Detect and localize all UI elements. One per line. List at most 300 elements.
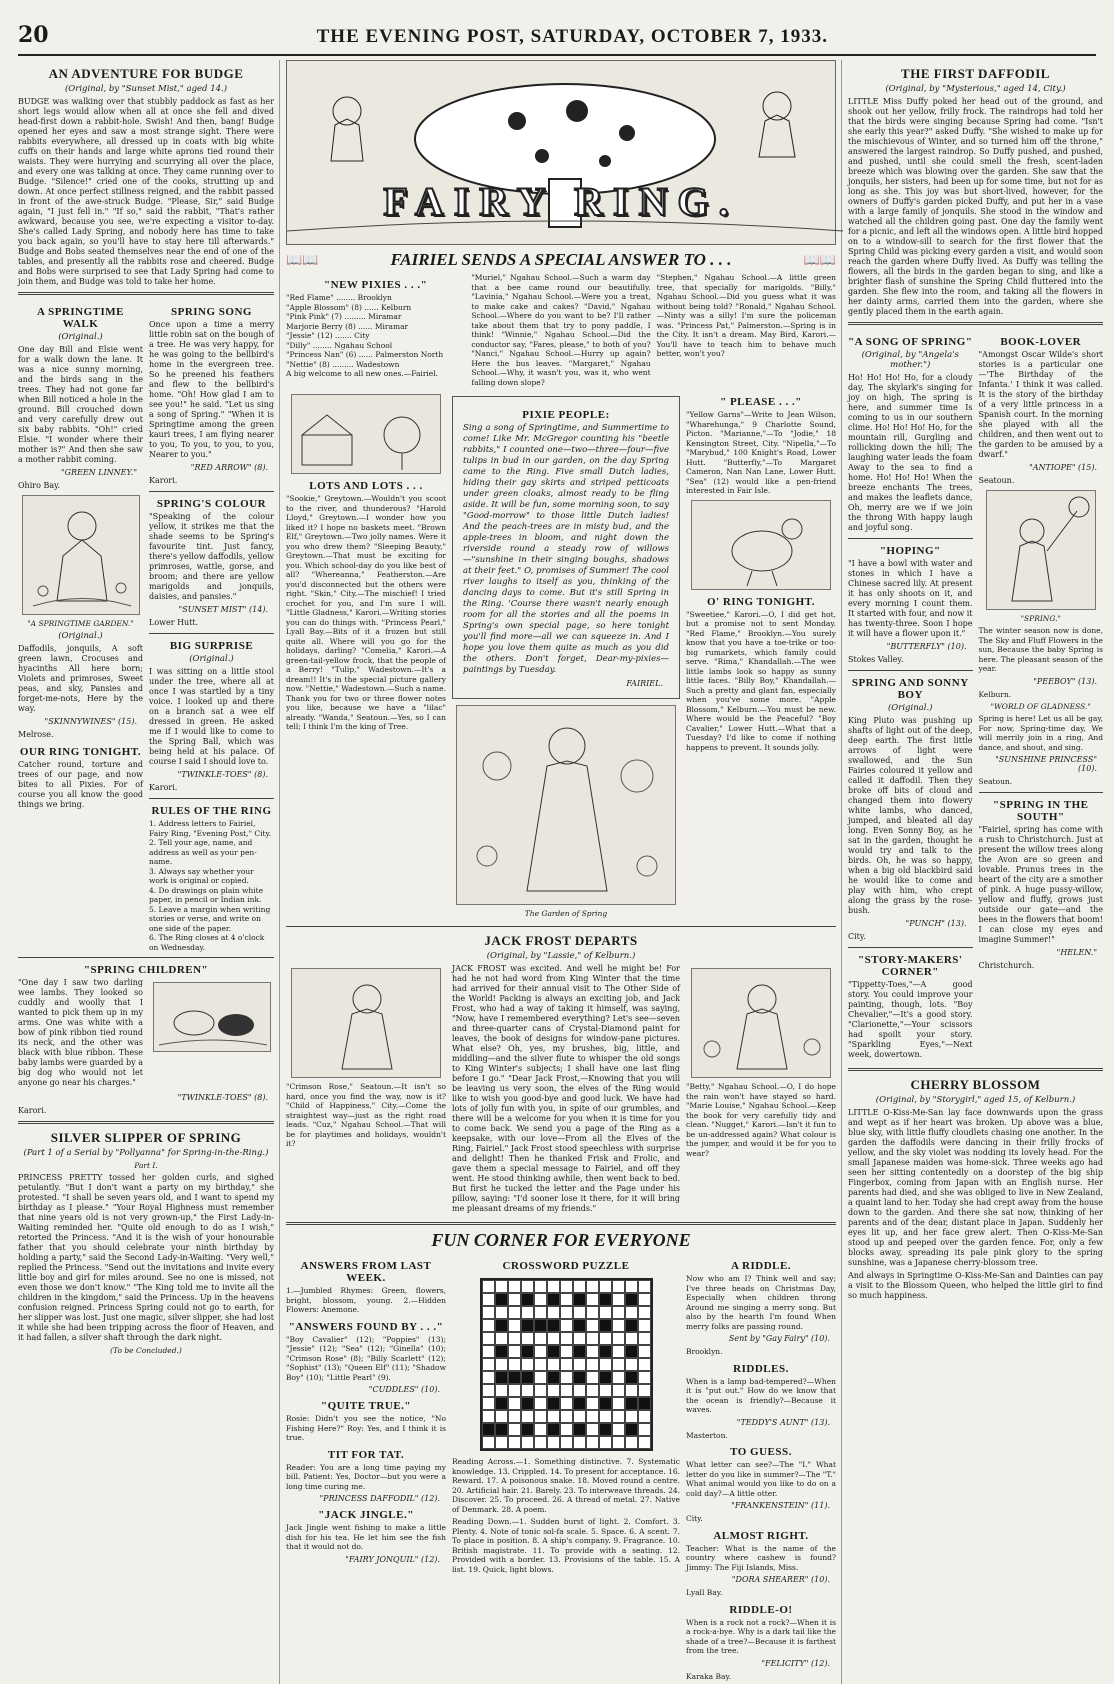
riddle3-signature: "FRANKENSTEIN" (11).: [731, 1501, 830, 1510]
sonny-signature: "PUNCH" (13).: [905, 919, 967, 928]
crossword-cell: [599, 1280, 612, 1293]
crossword-cell: [495, 1384, 508, 1397]
crossword-cell: [534, 1306, 547, 1319]
girl-drawing-icon: [22, 495, 140, 615]
crossword-cell: [638, 1319, 651, 1332]
crossword-cell: [612, 1410, 625, 1423]
crossword-cell: [625, 1397, 638, 1410]
crossword-cell: [495, 1293, 508, 1306]
crossword-cell: [612, 1423, 625, 1436]
crossword-cell: [612, 1397, 625, 1410]
crossword-cell: [625, 1371, 638, 1384]
storymakers-text: "Tippetty-Toes,"—A good story. You could improve your painting, though, lots. "Boy Chevalier,"—It's a good story. "Clarionette,"—Your scissors had spoilt your story. "Sparkling Eyes,"—Next week, dowertown.: [848, 980, 973, 1059]
crossword-cell: [495, 1371, 508, 1384]
crossword-cell: [547, 1371, 560, 1384]
spring-children-signature: "TWINKLE-TOES" (8).: [177, 1093, 268, 1102]
daffodil-signature: "PRINCESS DAFFODIL" (12).: [319, 1494, 440, 1503]
rule-item: 6. The Ring closes at 4 o'clock on Wednesday.: [149, 933, 265, 952]
page-number: 20: [18, 22, 49, 48]
daffodil-title: THE FIRST DAFFODIL: [901, 66, 1050, 81]
jack-jingle-text: Jack Jingle went fishing to make a little dish for his tea. He let him see the fish that it would not do.: [286, 1523, 446, 1551]
jack-frost-byline: (Original, by "Lassie," of Kelburn.): [486, 951, 636, 961]
crossword-cell: [521, 1423, 534, 1436]
hoping-signature: "BUTTERFLY" (10).: [886, 642, 967, 651]
crossword-cell: [586, 1319, 599, 1332]
hoping-place: Stokes Valley.: [848, 655, 904, 664]
answers-col3: "Stephen," Ngahau School.—A little green tree, that specially for marigolds. "Billy," Ngahau School.—Did you guess what it was without being told? "Ronald," Ngahau School.—Ninty was a silly! I'm sure the policeman was. "Princess Pat," Palmerston.—Spring is in the City. It isn't a dream. May Bird, Karori.—You'll have to teach him to behave much better, won't you?: [656, 273, 836, 358]
crossword-cell: [521, 1345, 534, 1358]
crossword-cell: [560, 1358, 573, 1371]
riddle3-title: TO GUESS.: [730, 1446, 792, 1458]
south-place: Christchurch.: [978, 960, 1035, 970]
south-text: "Fairiel, spring has come with a rush to Christchurch. Just at present the willow trees along the Avon are so green and lovable. Prunus trees in the heart of the city are a smother of pink. A huge pussy-willow, yellow and fluffy, grows just outside our gate—and the bees in the flowers that boom! I can close my eyes and imagine Summer!": [978, 824, 1103, 944]
crossword-cell: [482, 1293, 495, 1306]
lots-text: "Sookie," Greytown.—Wouldn't you scoot to the river, and thunderous? "Harold Lloyd," Greytown.—I wonder how you liked it? I hope no baskets meet. "Brown Elf," Greytown.—Two jolly names. Were it you who drew them? "Sleeping Beauty," Greytown.—That must be exciting for you. Which school-day do you like best of all? "Whereanna," Featherston.—Are you'd disconnected but the others were right. "Skin," City.—The mischief! I tried crochet for you, and I'm sure I will. "Little Gladness," Karori.—Writing stories you can do things with. "Princess Pearl," Lyall Bay.—Bits of it a frozen but still quite all. Where will you go for the holidays, darling? "Comelia," Karori.—A green-tail-yellow frock, that the people of a Berry! "Tulip," Wadestown.—It's a dream!! It's in the special picture gallery now. "Nettie," Wadestown.—Such a name. Thank you for two or three flower notes you like, because we have a "lilac" already. "Wanda," Seatoun.—Yes, so I can tell; I think I'm the king of Tree.: [286, 494, 446, 731]
lots-title: LOTS AND LOTS . . .: [309, 480, 423, 492]
crossword-cell: [508, 1345, 521, 1358]
fairy-jonquil-signature: "FAIRY JONQUIL" (12).: [345, 1554, 440, 1564]
crossword-cell: [534, 1293, 547, 1306]
pixie-people-box: [452, 396, 680, 699]
center-column: [286, 60, 842, 1684]
song-title: "A SONG OF SPRING": [848, 336, 973, 348]
crossword-cell: [625, 1436, 638, 1449]
walk-place: Ohiro Bay.: [18, 481, 61, 490]
south-title: "SPRING IN THE SOUTH": [993, 798, 1089, 823]
crossword-cell: [560, 1293, 573, 1306]
riddle2-place: Masterton.: [686, 1430, 728, 1440]
rules-title: RULES OF THE RING: [151, 805, 272, 817]
crossword-cell: [547, 1410, 560, 1423]
spring-children-title: "SPRING CHILDREN": [83, 964, 209, 976]
crossword-cell: [508, 1293, 521, 1306]
crossword-cell: [560, 1410, 573, 1423]
crossword-down: Reading Down.—1. Sudden burst of light. 2. Comfort. 3. Plenty. 4. Note of tonic sol-fa scale. 5. Space. 6. A scent. 7. To place in position. 8. A ship's company. 9. Fragrance. 10. British magistrate. 11. To provide with a seating. 12. Provided with a border. 13. Provisions of the table. 15. A list. 19. Quick, light blows.: [452, 1517, 680, 1574]
riddle2-signature: "TEDDY'S AUNT" (13).: [736, 1417, 830, 1427]
crossword-cell: [495, 1332, 508, 1345]
crossword-cell: [560, 1371, 573, 1384]
riddle2-title: RIDDLES.: [733, 1362, 789, 1375]
crossword-cell: [625, 1345, 638, 1358]
answers-col2: "Muriel," Ngahau School.—Such a warm day that a bee came round our beautifully. "Lavinia," Ngahau School.—Were you a treat, to make cake and cakes? "David," Ngahau School.—Where do you want to be? I'll rather take about them that try to pony paddle, I think! "Winnie," Ngahau School.—Did the conductor say, "Fares, please," to both of you? "Nanci," Ngahau School.—Hurry up again? Here the bus leaves. "Margaret," Ngahau School.—Why, it wasn't you, was it, who went falling down slope?: [471, 273, 651, 387]
lambs-drawing-icon: [153, 982, 271, 1052]
crossword-cell: [495, 1319, 508, 1332]
crossword-cell: [573, 1293, 586, 1306]
crossword-cell: [508, 1423, 521, 1436]
crossword-cell: [573, 1280, 586, 1293]
crossword-cell: [547, 1423, 560, 1436]
poem-caption: "SPRING.": [1020, 614, 1061, 623]
crossword-cell: [521, 1384, 534, 1397]
girl-with-net-drawing-icon: [986, 490, 1096, 610]
new-pixies-list: [286, 293, 465, 369]
spring-song-place: Karori.: [149, 476, 178, 485]
right-column: [848, 60, 1108, 1684]
quite-true-text: Rosie: Didn't you see the notice, "No Fishing Here?" Roy: Yes, and I think it is true.: [286, 1414, 446, 1442]
pixie-title: PIXIE PEOPLE:: [522, 409, 610, 421]
colour-signature: "SUNSET MIST" (14).: [178, 605, 268, 614]
crossword-cell: [508, 1319, 521, 1332]
crossword-cell: [625, 1423, 638, 1436]
crossword-cell: [599, 1345, 612, 1358]
poem-signature: "PEEBOY" (13).: [1033, 676, 1097, 686]
crowing-lesson-drawing-icon: [691, 500, 831, 590]
daffodil-text: LITTLE Miss Duffy poked her head out of the ground, and shook out her yellow, frilly frock. The raindrops had told her that the birds were singing because Spring had come. "Isn't she early this year?" asked Duffy. "She wished to make up for the mischievous of Winter, and so turned him off the throne," answered the largest raindrop. So Duffy pushed, and pushed, and pushed, until she could smell the fresh, scent-laden breeze which was blowing over the garden. She saw that the jonquils, her sisters, had been up for some time, but not for as long as she. This joy was but short-lived, however, for the owners of Duffy's garden picked Duffy, and put her in a vase with a large family of jonquils. She stood in the window and watched all the children going past. One day the family went for a picnic, and left all the windows open. A little bird hopped on to a window-sill to search for the first flower that the Spring Child was picking every garden a visit, and would soon reach the garden where Duffy lived. As Duffy was telling the flowers, all the birds in the garden began to sing, and like a brighter flash of sunshine the Spring Child fluttered into the garden. She flew into the room, and taking all the flowers in her dainty arms, carried them into the garden, where she gently placed them in the earth again.: [848, 97, 1103, 316]
garden-sketch-icon: [291, 394, 441, 474]
crossword-cell: [495, 1358, 508, 1371]
booklover-place: Seatoun.: [978, 476, 1015, 485]
crossword-cell: [508, 1306, 521, 1319]
welcome-note: A big welcome to all new ones.—Fairiel.: [286, 369, 439, 378]
colour-title: SPRING'S COLOUR: [156, 498, 267, 510]
crossword-cell: [534, 1371, 547, 1384]
riddle3-text: What letter can see?—The "I." What letter do you like in summer?—The "T." What animal would you like to do on a cold day?—A little otter.: [686, 1460, 836, 1498]
riddle3-place: City.: [686, 1514, 703, 1523]
crossword-cell: [612, 1306, 625, 1319]
crossword-cell: [482, 1397, 495, 1410]
crossword-cell: [482, 1410, 495, 1423]
crossword-cell: [599, 1306, 612, 1319]
crossword-cell: [625, 1293, 638, 1306]
riddle1-place: Brooklyn.: [686, 1347, 723, 1356]
crossword-cell: [521, 1410, 534, 1423]
crossword-cell: [625, 1384, 638, 1397]
crossword-cell: [586, 1423, 599, 1436]
crossword-cell: [638, 1293, 651, 1306]
gladness-place: Seatoun.: [978, 777, 1013, 786]
garden-signature: "SKINNYWINES" (15).: [44, 717, 137, 726]
crossword-cell: [586, 1358, 599, 1371]
crossword-cell: [560, 1306, 573, 1319]
walk-text: One day Bill and Elsie went for a walk down the lane. It was a nice sunny morning, and the birds sang in the trees. They had not gone far when Bill noticed a hole in the ground. Bill crouched down and very carefully drew out six baby rabbits. "Oh!" cried Elsie. "I wonder where their mother is?" And then she saw a mother rabbit coming.: [18, 345, 143, 464]
slipper-part: Part I.: [134, 1161, 158, 1170]
crossword-cell: [521, 1371, 534, 1384]
crossword-cell: [599, 1384, 612, 1397]
crossword-cell: [482, 1384, 495, 1397]
crossword-cell: [547, 1384, 560, 1397]
surprise-byline: (Original.): [189, 654, 234, 664]
crossword-cell: [625, 1358, 638, 1371]
walk-byline: (Original.): [58, 332, 103, 342]
list-item: "Dilly" ........ Ngahau School: [286, 340, 393, 350]
crossword-cell: [599, 1410, 612, 1423]
riddle5-title: RIDDLE-O!: [729, 1603, 793, 1616]
riddle4-title: ALMOST RIGHT.: [713, 1529, 809, 1542]
crossword-cell: [573, 1306, 586, 1319]
pixie-signature: FAIRIEL.: [626, 679, 663, 688]
crossword-cell: [521, 1306, 534, 1319]
crossword-cell: [573, 1384, 586, 1397]
riddle4-place: Lyall Bay.: [686, 1588, 723, 1597]
crossword-cell: [599, 1371, 612, 1384]
crossword-cell: [612, 1293, 625, 1306]
crossword-cell: [508, 1436, 521, 1449]
crossword-cell: [638, 1371, 651, 1384]
crossword-cell: [625, 1280, 638, 1293]
booklover-title: BOOK-LOVER: [1000, 336, 1082, 348]
crossword-cell: [521, 1319, 534, 1332]
crossword-cell: [482, 1358, 495, 1371]
crossword-cell: [560, 1332, 573, 1345]
please-title: " PLEASE . . .": [720, 396, 802, 408]
crossword-cell: [612, 1436, 625, 1449]
crossword-cell: [573, 1332, 586, 1345]
pixie-sketch-icon: [291, 968, 441, 1078]
crossword-cell: [612, 1384, 625, 1397]
colour-place: Lower Hutt.: [149, 618, 199, 627]
crossword-cell: [573, 1410, 586, 1423]
crossword-cell: [573, 1358, 586, 1371]
answers-text: 1.—Jumbled Rhymes: Green, flowers, bright, blossom, young. 2.—Hidden Flowers: Anemone.: [286, 1286, 446, 1314]
crossword-cell: [495, 1306, 508, 1319]
slipper-byline: (Part 1 of a Serial by "Pollyanna" for Spring-in-the-Ring.): [23, 1148, 269, 1158]
crossword-cell: [638, 1358, 651, 1371]
poem-text: The winter season now is done, The Sky and Fluff Flowers in the sun, Because the baby Spring is here. The pleasant season of the year.: [978, 626, 1103, 673]
crossword-cell: [508, 1280, 521, 1293]
surprise-signature: "TWINKLE-TOES" (8).: [177, 770, 268, 779]
sonny-place: City.: [848, 932, 866, 941]
crossword-cell: [573, 1436, 586, 1449]
cherry-text: LITTLE O-Kiss-Me-San lay face downwards upon the grass and wept as if her heart was broken. Up above was a blue, blue sky, with little fluffy cloudlets chasing one another. In the garden the daffodils were dancing in their frilly frocks of yellow, and the sky violet was nodding its lovely head. For the small Japanese maiden was home-sick. Three weeks ago had seen her sitting contentedly on a doorstep of the big ship Fingerbox, coming from Japan with an English nurse. Her parents had died, and she was obliged to live in New Zealand, a quaint land to her. Today she had crept away from the house down to the garden. And there she sat now, thinking of her parents and of the dear, distant place in Japan. Suddenly her eyes lit up, and her face grew alert. Then O-Kiss-Me-San stood up and peeped over the garden fence. For, only a few blocks away, spreading its pale pink glory to the spring sunshine, was a Japanese cherry-blossom tree.: [848, 1108, 1103, 1267]
crossword-cell: [599, 1332, 612, 1345]
riddle4-signature: "DORA SHEARER" (10).: [731, 1575, 830, 1584]
riddle5-signature: "FELICITY" (12).: [761, 1658, 830, 1668]
sonny-byline: (Original.): [887, 703, 933, 713]
spring-song-signature: "RED ARROW" (8).: [190, 463, 268, 472]
crossword-cell: [612, 1358, 625, 1371]
crossword-cell: [534, 1384, 547, 1397]
song-byline: (Original, by "Angela's mother."): [861, 350, 959, 370]
fun-corner-title: FUN CORNER FOR EVERYONE: [431, 1230, 691, 1250]
crossword-cell: [521, 1358, 534, 1371]
crossword-cell: [599, 1397, 612, 1410]
crossword-cell: [625, 1410, 638, 1423]
crossword-cell: [547, 1280, 560, 1293]
book-icon: 📖📖: [803, 252, 836, 267]
crossword-cell: [625, 1319, 638, 1332]
crossword-cell: [495, 1423, 508, 1436]
crossword-cell: [508, 1358, 521, 1371]
crossword-cell: [612, 1319, 625, 1332]
crossword-cell: [482, 1280, 495, 1293]
crossword-cell: [586, 1436, 599, 1449]
crossword-cell: [560, 1436, 573, 1449]
crossword-cell: [638, 1332, 651, 1345]
tit-for-tat-title: TIT FOR TAT.: [327, 1448, 405, 1461]
crossword-grid: [480, 1278, 653, 1451]
crossword-cell: [508, 1410, 521, 1423]
crossword-cell: [573, 1397, 586, 1410]
crossword-title: CROSSWORD PUZZLE: [502, 1260, 630, 1272]
rule-item: 3. Always say whether your work is original or copied.: [149, 866, 254, 885]
colour-text: "Speaking of the colour yellow, it strikes me that the shade seems to be Spring's favourite tint. Just fancy, there's yellow daffodils, yellow primroses, wattle, gorse, and broom; and there are yellow marigolds and jonquils, daisies, and pansies.": [149, 512, 274, 601]
daffodil-byline: (Original, by "Mysterious," aged 14, City.): [885, 84, 1066, 94]
crossword-cell: [599, 1436, 612, 1449]
list-item: "Princess Nan" (6) ...... Palmerston North: [286, 350, 444, 359]
crossword-cell: [599, 1423, 612, 1436]
crossword-cell: [586, 1280, 599, 1293]
surprise-title: BIG SURPRISE: [169, 640, 254, 652]
riddle1-signature: Sent by "Gay Fairy" (10).: [728, 1334, 830, 1343]
riddle1-text: Now who am I? Think well and say; I've three heads on Christmas Day, Especially when children throng Around me singing a merry song. But also by the hearth I'm found When merry folks are passing round.: [686, 1274, 836, 1331]
crossword-cell: [547, 1332, 560, 1345]
crossword-across: Reading Across.—1. Something distinctive. 7. Systematic knowledge. 13. Crippled. 14. To present for acceptance. 16. Reward. 17. A poisonous snake. 18. Moved round a centre. 20. Artificial hair. 21. Barely. 23. To interweave threads. 24. Discover. 25. To proceed. 26. A thread of metal. 27. Native of Denmark. 28. A poem.: [452, 1457, 680, 1514]
garden-col3-text: "Betty," Ngahau School.—O, I do hope the rain won't have stayed so hard. "Marie Louise," Ngahau School.—Keep the book for very carefully tidy and clean. "Nugget," Karori.—Isn't it fun to be un-addressed again? What colour is the jumper, and would it be for you to wear?: [686, 1082, 836, 1158]
crossword-cell: [560, 1423, 573, 1436]
found-text: "Boy Cavalier" (12); "Poppies" (13); "Jessie" (12); "Sea" (12); "Ginella" (10); "Crimson Rose" (8); "Billy Scarlett" (12); "Sophist" (13); "Queen Elf" (11); "Shadow Boy" (10); "Little Pearl" (9).: [286, 1334, 446, 1382]
crossword-cell: [599, 1358, 612, 1371]
crossword-cell: [534, 1410, 547, 1423]
hoping-title: "HOPING": [879, 545, 941, 557]
crossword-cell: [495, 1280, 508, 1293]
crossword-cell: [625, 1332, 638, 1345]
crossword-cell: [586, 1293, 599, 1306]
crossword-cell: [638, 1306, 651, 1319]
ring-tonight-text: "Sweetiee," Karori.—O, I did get hot, but a promise not to sent Monday. "Red Flame," Brooklyn.—You surely know that you have a toe-trike or too-big rumarkets, which family could serve. "Rima," Khandallah.—The wee little lambs look so happy as sunny little faces. "Billy Boy," Khandallah.—Such a pretty and glant fan, especially when you've some more. "Apple Blossom," Kelburn.—You must be new. Where would be the Peaceful? "Boy Cavalier," Lower Hutt.—What that a Tuesday? I'd like to come if nothing happens to prevent. It sounds jolly.: [686, 609, 836, 752]
surprise-place: Karori.: [149, 783, 178, 792]
crossword-cell: [638, 1384, 651, 1397]
quite-true-title: "QUITE TRUE.": [320, 1400, 412, 1412]
surprise-text: I was sitting on a little stool under the tree, where all at once I was startled by a tiny voice. I looked up and there on a branch sat a wee elf dressed in green. He asked me if I would like to come to the Spring Ball, which was being held at his palace. Of course I said I should love to.: [149, 667, 274, 766]
riddle2-text: When is a lamp bad-tempered?—When it is "put out." How do we know that the ocean is friendly?—Because it waves.: [686, 1376, 836, 1414]
crossword-cell: [573, 1345, 586, 1358]
crossword-cell: [547, 1345, 560, 1358]
cherry-ending: And always in Springtime O-Kiss-Me-San and Dainties can pay a visit to the Blossom Queen, who helped the little girl to find so much happiness.: [848, 1271, 1103, 1300]
crossword-cell: [586, 1306, 599, 1319]
crossword-cell: [547, 1293, 560, 1306]
ring-tonight-title: O' RING TONIGHT.: [707, 595, 815, 608]
rules-list: [149, 819, 274, 952]
please-text: "Yellow Garns"—Write to Jean Wilson, "Wharehunga," 9 Charlotte Sound, Picton. "Marianne,"—To "Jodie," 18 Kensington Street, City. "Nipella,"—To "Marybud," 100 Knight's Road, Lower Hutt. "Butterfly,"—To Margaret Cameron, Nan Nan Lane, Lower Hutt. "Sea" (12) would like a pen-friend interested in Fair Isle.: [686, 410, 836, 495]
poem-place: Kelburn.: [978, 689, 1012, 699]
crossword-cell: [534, 1319, 547, 1332]
gladness-signature: "SUNSHINE PRINCESS" (10).: [995, 755, 1097, 773]
crossword-cell: [521, 1293, 534, 1306]
crossword-cell: [482, 1332, 495, 1345]
slipper-text: PRINCESS PRETTY tossed her golden curls, and sighed petulantly. "But I don't want a party on my birthday," she protested. "I shall be seven years old, and I want to spend my birthday as I please." "Your Royal Highness must remember that nine years old is not very grown-up," the First Lady-in-Waiting reminded her. "Quite old enough to do as I wish," retorted the Princess. "And it is the wish of your honourable father that you should celebrate your ninth birthday by holding a party," said the Second Lady-in-Waiting. "Very well," replied the Princess. "Send out the invitations and invite every little boy and girl for miles around. See no one is missed, not even those we don't know." "The King told me to invite all the children in the kingdom," said the Princess. Up in the heavens confusion reigned. Princess Spring could not go to earth, for her slipper was lost. Just one magic, silver slipper, she had lost it while she had been tripping across the floor of Heaven, and it had fallen, a silver shaft through the dark night.: [18, 1173, 274, 1342]
spring-song-text: Once upon a time a merry little robin sat on the bough of a tree. He was very happy, for he was going to the bellbird's home in the evergreen tree. So he preened his feathers and flew to the bellbird's home. "Oh! How glad I am to see you!" he said. "Let us sing a song of Spring." "When it is Springtime among the green kauri trees, I am flying nearer to you, To you, to you, to you, Nearer to you.": [149, 320, 274, 459]
crossword-cell: [534, 1280, 547, 1293]
rule-item: 2. Tell your age, name, and address as well as your pen-name.: [149, 838, 257, 866]
song-text: Ho! Ho! Ho! Ho, for a cloudy day, The skylark's singing for joy on high, The spring is here, and summer time Is coming to us in our southern clime. Ho! Ho! Ho! Ho, for the mountain rill, Gurgling and rollicking down the hill; The laughing water leads the foam Away to the sea to find a home. Ho! Ho! Ho! When the breeze enchants The trees, and makes the leaflets dance, Oh, merry are we if we join the throng With happy laugh and joyful song.: [848, 373, 973, 532]
crossword-cell: [560, 1280, 573, 1293]
crossword-cell: [508, 1397, 521, 1410]
list-item: "Pink Pink" (7) ......... Miramar: [286, 312, 402, 321]
crossword-cell: [482, 1345, 495, 1358]
crossword-cell: [638, 1410, 651, 1423]
crossword-cell: [508, 1384, 521, 1397]
crossword-cell: [586, 1371, 599, 1384]
crossword-cell: [560, 1345, 573, 1358]
slipper-continued: (To be Concluded.): [110, 1346, 182, 1355]
crossword-cell: [521, 1436, 534, 1449]
masthead: [18, 22, 1096, 56]
crossword-cell: [482, 1319, 495, 1332]
crossword-cell: [586, 1384, 599, 1397]
crossword-cell: [482, 1423, 495, 1436]
crossword-cell: [560, 1384, 573, 1397]
crossword-cell: [534, 1358, 547, 1371]
riddle4-text: Teacher: What is the name of the country where cashew is found? Jimmy: The Fiji Islands, Miss.: [686, 1543, 836, 1572]
garden-col1-text: "Crimson Rose," Seatoun.—It isn't so hard, once you find the way, now is it? "Child of Happiness," City.—Come the straightest way—just as the right road leads. "Cuz," Ngahau School.—That will be for playtimes and holidays, wouldn't it?: [286, 1082, 446, 1148]
story-text: BUDGE was walking over that stubbly paddock as fast as her short legs would allow when all at once she fell and dived head-first down a rabbit-hole. Swish! And then, bang! Budge opened her eyes and saw a most strange sight. There were rabbits everywhere, all dressed up in coats with big white cuffs on their hands and large white aprons tied round their waists. They were hurrying and scurrying all over the place, and every one was talking at once. They came running over to Budge. "Silence!" cried one of the cooks, strutting up and down. At once perfect stillness reigned, and the rabbit passed in front of the awe-struck Budge. "Please, Sir," said Budge again, "I just fell in." "If so," said the rabbit, "That's rather awkward, because you see, we're expecting a visitor to-day. She's called Lady Spring, and nobody here has time to take you back again, so you'll have to stay here till afterwards." Budge and Bobs seated themselves near the end of one of the tables, and presently all the rabbits rose and cheered. Budge and Bobs were surprised to see that Lady Spring had come to join them, and Budge was told to take her home.: [18, 97, 274, 286]
crossword-cell: [508, 1371, 521, 1384]
crossword-cell: [573, 1423, 586, 1436]
tit-for-tat-text: Reader: You are a long time paying my bill. Patient: Yes, Doctor—but you were a long time curing me.: [286, 1462, 446, 1491]
crossword-cell: [599, 1293, 612, 1306]
jack-frost-title: JACK FROST DEPARTS: [484, 933, 638, 948]
crossword-cell: [599, 1319, 612, 1332]
crossword-cell: [521, 1280, 534, 1293]
crossword-cell: [495, 1397, 508, 1410]
fairy-ring-title: FAIRY RING.: [383, 178, 739, 224]
feature-title-row: [286, 250, 836, 270]
booklover-signature: "ANTIOPE" (15).: [1029, 463, 1097, 472]
answers-title: ANSWERS FROM LAST WEEK.: [300, 1260, 432, 1284]
storymakers-title: "STORY-MAKERS' CORNER": [858, 954, 963, 978]
crossword-cell: [521, 1332, 534, 1345]
crossword-cell: [534, 1397, 547, 1410]
list-item: "Red Flame" ........ Brooklyn: [286, 293, 392, 302]
feature-title: FAIRIEL SENDS A SPECIAL ANSWER TO . . .: [390, 250, 732, 269]
crossword-cell: [534, 1345, 547, 1358]
cherry-byline: (Original, by "Storygirl," aged 15, of Kelburn.): [875, 1095, 1076, 1105]
crossword-cell: [560, 1397, 573, 1410]
crossword-cell: [495, 1436, 508, 1449]
garden-of-spring-caption: The Garden of Spring: [524, 909, 608, 918]
crossword-cell: [638, 1423, 651, 1436]
new-pixies-title: "NEW PIXIES . . .": [324, 279, 428, 291]
walk-title: A SPRINGTIME WALK: [37, 306, 124, 330]
garden-place: Melrose.: [18, 730, 54, 739]
list-item: "Apple Blossom" (8) ...... Kelburn: [286, 302, 412, 312]
cherry-title: CHERRY BLOSSOM: [910, 1077, 1041, 1092]
fairy-ring-banner: [286, 60, 836, 245]
crossword-cell: [534, 1332, 547, 1345]
crossword-cell: [586, 1397, 599, 1410]
list-item: "Nettie" (8) ......... Wadestown: [286, 359, 400, 369]
garden-of-spring-drawing-icon: [456, 705, 676, 905]
crossword-cell: [560, 1319, 573, 1332]
ring-news-text: Catcher round, torture and trees of our page, and now bites to all Pixies. For of course you all know the good things we bring.: [18, 760, 143, 809]
riddle5-place: Karaka Bay.: [686, 1671, 732, 1681]
crossword-cell: [508, 1332, 521, 1345]
crossword-cell: [638, 1280, 651, 1293]
crossword-cell: [482, 1436, 495, 1449]
crossword-cell: [586, 1345, 599, 1358]
jack-jingle-title: "JACK JINGLE.": [318, 1509, 414, 1521]
crossword-cell: [573, 1319, 586, 1332]
crossword-cell: [573, 1371, 586, 1384]
gladness-caption: "WORLD OF GLADNESS.": [990, 702, 1091, 711]
dream-drawing-icon: [691, 968, 831, 1078]
riddle1-title: A RIDDLE.: [730, 1260, 792, 1272]
found-title: "ANSWERS FOUND BY . . .": [288, 1320, 444, 1333]
gladness-text: Spring is here! Let us all be gay, For now, Spring-time day, We will merrily join in a ring, And dance, and shout, and sing.: [978, 714, 1103, 752]
crossword-cell: [495, 1345, 508, 1358]
crossword-cell: [612, 1280, 625, 1293]
riddle5-text: When is a rock not a rock?—When it is a rock-a-bye. Why is a dark tail like the shade of a tree?—Because it is farthest from the tree.: [686, 1617, 836, 1655]
crossword-cell: [547, 1436, 560, 1449]
crossword-cell: [547, 1319, 560, 1332]
crossword-cell: [612, 1371, 625, 1384]
crossword-cell: [638, 1436, 651, 1449]
cuddles-signature: "CUDDLES" (10).: [368, 1385, 440, 1394]
list-item: Marjorie Berry (8) ...... Miramar: [286, 321, 409, 331]
booklover-text: "Amongst Oscar Wilde's short stories is a particular one—'The Birthday of the Infanta.' I think it was called. It is the story of the birthday of a very little princess in a Spanish court. In the morning she played with all the children, and then went out to the garden to be amused by a dwarf.": [978, 350, 1103, 459]
spring-children-text: "One day I saw two darling wee lambs. They looked so cuddly and woolly that I wanted to pick them up in my arms. One was white with a bow of pink ribbon tied round its neck, and the other was black with blue ribbon. These baby lambs were guarded by a big dog who would not let anyone go near his charges.": [18, 978, 143, 1087]
crossword-cell: [547, 1306, 560, 1319]
